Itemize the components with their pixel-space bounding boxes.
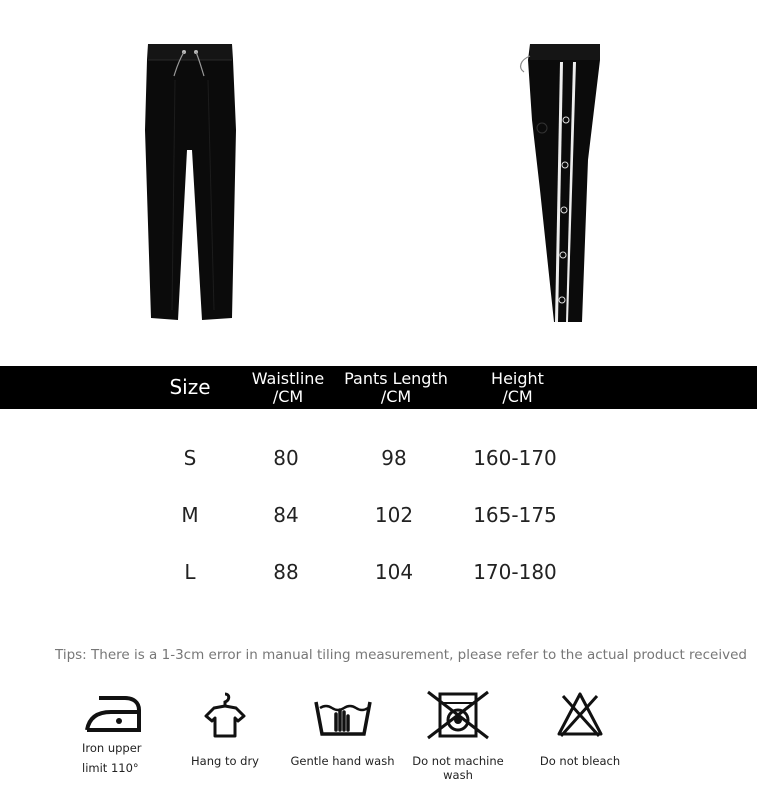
care-item-no-machine-wash: Do not machine wash — [398, 690, 518, 782]
waist-cell: 88 — [273, 560, 299, 584]
length-cell: 102 — [374, 503, 414, 527]
pants-side-image — [510, 40, 600, 325]
no-bleach-icon — [555, 690, 605, 740]
length-cell: 98 — [381, 446, 407, 470]
no-machine-wash-icon — [426, 690, 490, 740]
size-cell: L — [184, 560, 196, 584]
length-cell: 104 — [374, 560, 414, 584]
care-item-no-bleach: Do not bleach — [535, 690, 625, 768]
size-table-header — [0, 366, 757, 409]
tips-text: Tips: There is a 1-3cm error in manual tiling measurement, please refer to the actual product received — [55, 647, 747, 663]
size-cell: M — [181, 503, 199, 527]
size-cell: S — [183, 446, 197, 470]
header-waistline: Waistline /CM — [251, 369, 325, 406]
iron-icon — [83, 690, 143, 736]
header-pants-length: Pants Length /CM — [344, 369, 448, 406]
height-cell: 160-170 — [473, 446, 557, 470]
waist-cell: 84 — [273, 503, 299, 527]
waist-cell: 80 — [273, 446, 299, 470]
height-cell: 165-175 — [473, 503, 557, 527]
height-cell: 170-180 — [473, 560, 557, 584]
header-size: Size — [169, 375, 211, 399]
hand-wash-icon — [312, 690, 374, 740]
care-item-hang-dry: Hang to dry — [185, 690, 265, 768]
care-item-iron: Iron upper limit 110° — [70, 690, 155, 778]
header-height: Height /CM — [491, 369, 544, 406]
hang-dry-icon — [202, 690, 248, 740]
pants-front-image — [140, 40, 240, 325]
care-item-hand-wash: Gentle hand wash — [290, 690, 395, 768]
